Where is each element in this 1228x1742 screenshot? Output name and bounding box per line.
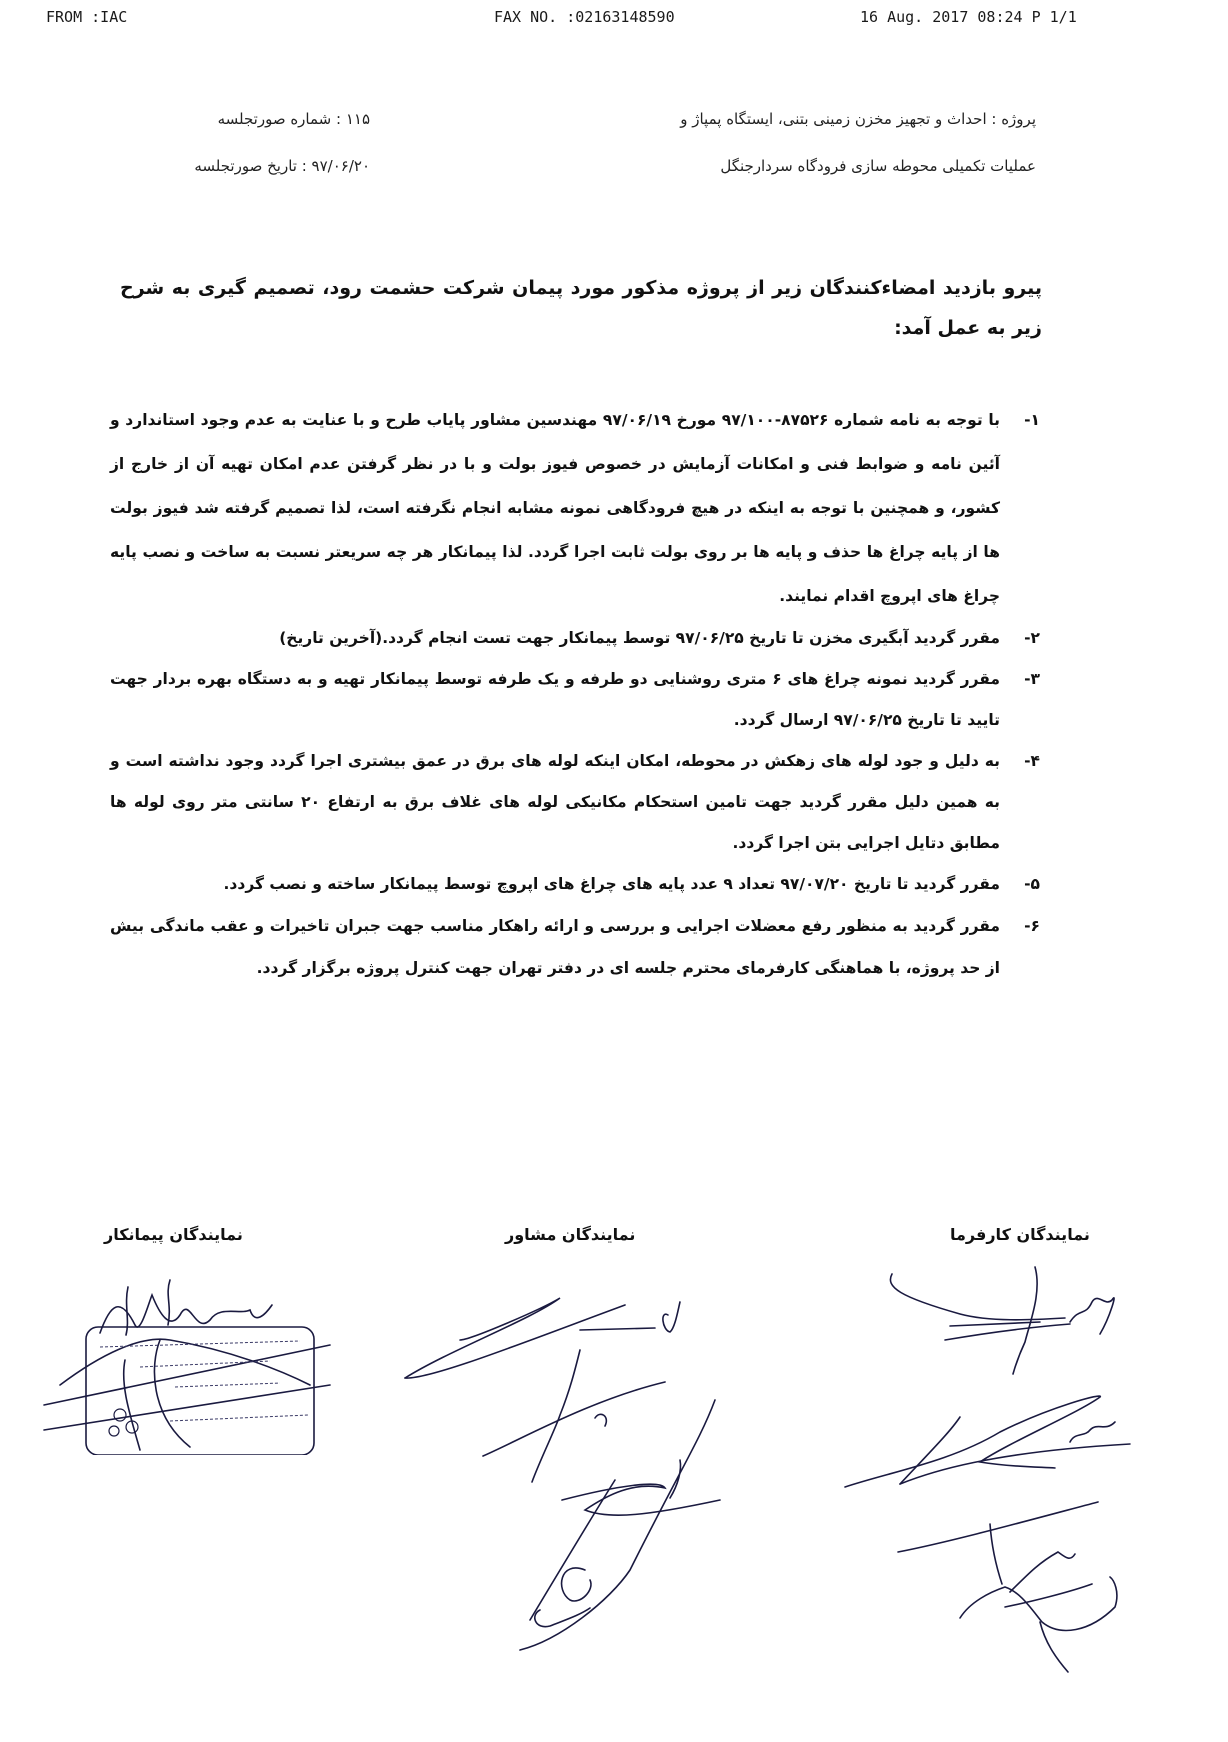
consultant-signatures — [390, 1270, 730, 1670]
meeting-date: ۹۷/۰۶/۲۰ : تاریخ صورتجلسه — [194, 157, 370, 175]
item-number: ۲- — [1024, 629, 1040, 647]
fax-date: 16 Aug. 2017 08:24 P 1/1 — [860, 8, 1077, 26]
company-stamp-icon — [40, 1275, 340, 1455]
item-text: به دلیل و جود لوله های زهکش در محوطه، امکان اینکه لوله های برق در عمق بیشتری اجرا گردد وجود نداشته است و به همین دلیل مقرر گردید جهت تامین استحکام مکانیکی لوله های غلاف برق به ارتفاع ۲۰ سانتی متر روی لوله ها مطابق دتایل اجرایی بتن اجرا گردد. — [110, 752, 1000, 852]
project-title — [566, 96, 1036, 190]
employer-representatives-label: نمایندگان کارفرما — [950, 1225, 1090, 1244]
fax-from: FROM :IAC — [46, 8, 128, 26]
signature-icon — [830, 1262, 1160, 1682]
project-line-1: پروژه : احداث و تجهیز مخزن زمینی بتنی، ایستگاه پمپاژ و — [680, 110, 1036, 128]
decision-item — [110, 905, 1040, 989]
item-text: مقرر گردید نمونه چراغ های ۶ متری روشنایی دو طرفه و یک طرفه توسط پیمانکار تهیه و به دستگاه بهره بردار جهت تایید تا تاریخ ۹۷/۰۶/۲۵ ارسال گردد. — [110, 670, 1000, 729]
meeting-number: ۱۱۵ : شماره صورتجلسه — [217, 110, 370, 128]
signature-icon — [390, 1270, 730, 1670]
item-number: ۴- — [1024, 752, 1040, 770]
decision-item — [110, 618, 1040, 659]
decision-item — [110, 398, 1040, 618]
contractor-stamp-signature — [40, 1275, 340, 1455]
consultant-representatives-label: نمایندگان مشاور — [505, 1225, 636, 1244]
decision-item — [110, 864, 1040, 905]
item-text: مقرر گردید به منظور رفع معضلات اجرایی و بررسی و ارائه راهکار مناسب جهت جبران تاخیرات و عقب ماندگی بیش از حد پروژه، با هماهنگی کارفرمای محترم جلسه ای در دفتر تهران جهت کنترل پروژه برگزار گردد. — [110, 917, 1000, 977]
meeting-info — [130, 96, 370, 190]
decision-list — [110, 398, 1040, 989]
item-number: ۳- — [1024, 670, 1040, 688]
fax-header — [0, 8, 1228, 34]
item-number: ۶- — [1024, 917, 1040, 935]
decision-item — [110, 659, 1040, 741]
item-text: با توجه به نامه شماره ۸۷۵۲۶-۹۷/۱۰۰ مورخ ۹۷/۰۶/۱۹ مهندسین مشاور پایاب طرح و با عنایت به عدم وجود استاندارد و آئین نامه و ضوابط فنی و امکانات آزمایش در خصوص فیوز بولت و با در نظر گرفتن عدم امکان تهیه آن از خارج از کشور، و همچنین با توجه به اینکه در هیچ فرودگاهی نمونه مشابه انجام نگرفته است، لذا تصمیم گرفته شد فیوز بولت ها از پایه چراغ ها حذف و پایه ها بر روی بولت ثابت اجرا گردد. لذا پیمانکار هر چه سریعتر نسبت به ساخت و نصب پایه چراغ های اپروچ اقدام نمایند. — [110, 411, 1000, 605]
item-text: مقرر گردید آبگیری مخزن تا تاریخ ۹۷/۰۶/۲۵ توسط پیمانکار جهت تست انجام گردد.(آخرین تاریخ) — [279, 629, 1000, 647]
item-number: ۵- — [1024, 875, 1040, 893]
item-text: مقرر گردید تا تاریخ ۹۷/۰۷/۲۰ تعداد ۹ عدد پایه های چراغ های اپروچ توسط پیمانکار ساخته و نصب گردد. — [223, 875, 1000, 893]
contractor-representatives-label: نمایندگان پیمانکار — [104, 1225, 243, 1244]
project-line-2: عملیات تکمیلی محوطه سازی فرودگاه سردارجنگل — [720, 157, 1036, 175]
item-number: ۱- — [1024, 411, 1040, 429]
signers-row — [0, 1225, 1228, 1255]
employer-signatures — [830, 1262, 1160, 1682]
intro-paragraph: پیرو بازدید امضاءکنندگان زیر از پروژه مذکور مورد پیمان شرکت حشمت رود، تصمیم گیری به شرح زیر به عمل آمد: — [120, 277, 1042, 339]
fax-number: FAX NO. :02163148590 — [494, 8, 675, 26]
decision-item — [110, 741, 1040, 864]
